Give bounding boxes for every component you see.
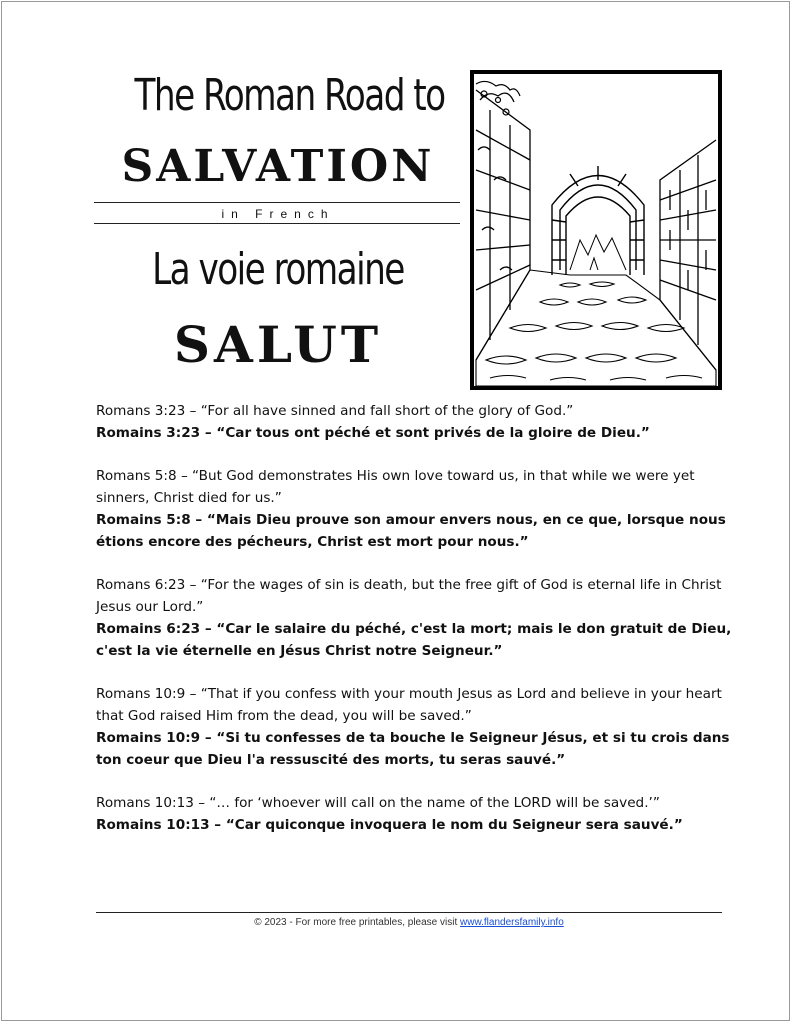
footer-rule: [96, 912, 722, 913]
verse-french: Romains 10:9 – “Si tu confesses de ta bouche le Seigneur Jésus, et si tu crois dans ton coeur que Dieu l'a ressuscité des morts, tu seras sauvé.”: [96, 730, 730, 768]
title-line-salut: SALUT: [173, 315, 383, 374]
verse-romans-10-9: [96, 683, 736, 771]
subtitle-rule-top: [94, 202, 460, 203]
verse-english: Romans 10:9 – “That if you confess with your mouth Jesus as Lord and believe in your heart that God raised Him from the dead, you will be saved.”: [96, 686, 722, 724]
verse-english: Romans 3:23 – “For all have sinned and fall short of the glory of God.”: [96, 403, 574, 419]
verse-french: Romains 3:23 – “Car tous ont péché et sont privés de la gloire de Dieu.”: [96, 425, 650, 441]
title-line-roman-road: The Roman Road to: [134, 70, 445, 121]
subtitle-in-french: in French: [221, 207, 335, 221]
footer-text: © 2023 - For more free printables, please visit: [254, 917, 461, 928]
verse-romans-6-23: [96, 574, 736, 662]
verse-french: Romains 10:13 – “Car quiconque invoquera le nom du Seigneur sera sauvé.”: [96, 817, 683, 833]
verse-french: Romains 6:23 – “Car le salaire du péché, c'est la mort; mais le don gratuit de Dieu, c'est la vie éternelle en Jésus Christ notre Seigneur.”: [96, 621, 732, 659]
verse-english: Romans 6:23 – “For the wages of sin is death, but the free gift of God is eternal life in Christ Jesus our Lord.”: [96, 577, 722, 615]
verse-romans-5-8: [96, 465, 736, 553]
verse-romans-3-23: [96, 400, 736, 444]
verse-english: Romans 5:8 – “But God demonstrates His own love toward us, in that while we were yet sinners, Christ died for us.”: [96, 468, 695, 506]
verse-french: Romains 5:8 – “Mais Dieu prouve son amour envers nous, en ce que, lorsque nous étions encore des pécheurs, Christ est mort pour nous.”: [96, 512, 726, 550]
footer: [96, 916, 722, 930]
roman-road-archway-illustration: [470, 70, 722, 390]
verse-list: [96, 400, 736, 857]
subtitle-rule-bottom: [94, 223, 460, 224]
footer-link[interactable]: www.flandersfamily.info: [460, 917, 564, 928]
verse-english: Romans 10:13 – “… for ‘whoever will call on the name of the LORD will be saved.’”: [96, 795, 660, 811]
verse-romans-10-13: [96, 792, 736, 836]
title-line-voie-romaine: La voie romaine: [152, 244, 404, 295]
title-line-salvation: SALVATION: [121, 141, 435, 192]
